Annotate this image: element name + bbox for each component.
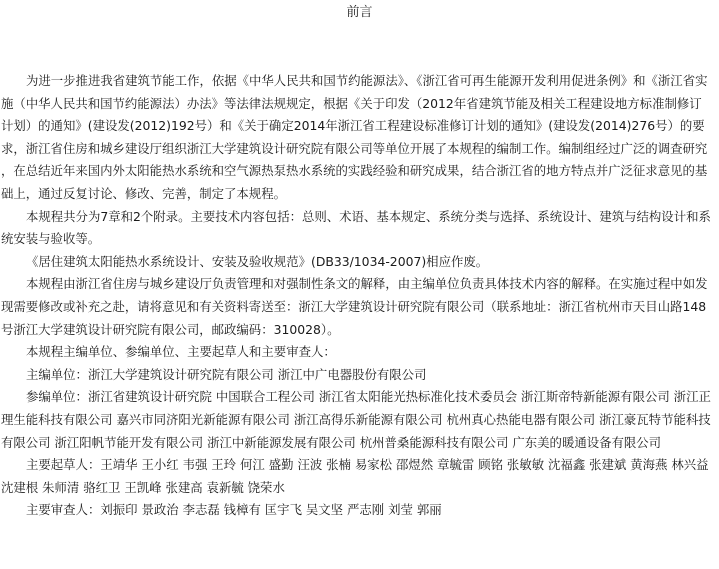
paragraph-participating-units: 参编单位：浙江省建筑设计研究院 中国联合工程公司 浙江省太阳能光热标准化技术委员会 浙江斯帝特新能源有限公司 浙江正理生能科技有限公司 嘉兴市同济阳光新能源有限公司 浙江高得乐新能源有限公司 杭州真心热能电器有限公司 浙江豪瓦特节能科技有限公司 浙江阳帆节能开发有限公司 浙江中新能源发展有限公司 杭州普桑能源科技有限公司 广东美的暖通设备有限公司: [1, 389, 711, 450]
page-title: 前言: [346, 5, 373, 20]
paragraph-drafters: 主要起草人：王靖华 王小红 韦强 王玲 何江 盛勤 汪波 张楠 易家松 邵煜然 章毓雷 顾铭 张敏敏 沈福鑫 张建斌 黄海燕 林兴益 沈建根 朱师清 骆红卫 王凯峰 张建高 袁新毓 饶荣水: [1, 457, 709, 495]
paragraph-basis: 为进一步推进我省建筑节能工作，依据《中华人民共和国节约能源法》、《浙江省可再生能源开发利用促进条例》和《浙江省实施（中华人民共和国节约能源法）办法》等法律法规规定，根据《关于印发（2012年省建筑节能及相关工程建设地方标准制修订计划）的通知》(建设发(2012)192号）和《关于确定2014年浙江省工程建设标准修订计划的通知》(建设发(2014)276号）的要求，浙江省住房和城乡建设厅组织浙江大学建筑设计研究院有限公司等单位开展了本规程的编制工作。编制组经过广泛的调查研究，在总结近年来国内外太阳能热水系统和空气源热泵热水系统的实践经验和研究成果，结合浙江省的地方特点并广泛征求意见的基础上，通过反复讨论、修改、完善，制定了本规程。: [1, 73, 708, 201]
paragraph-reviewers: 主要审查人：刘振印 景政治 李志磊 钱樟有 匡宇飞 吴文坚 严志刚 刘莹 郭丽: [26, 502, 442, 518]
paragraph-contents: 本规程共分为7章和2个附录。主要技术内容包括：总则、术语、基本规定、系统分类与选择、系统设计、建筑与结构设计和系统安装与验收等。: [1, 208, 711, 247]
paragraph-participants-intro: 本规程主编单位、参编单位、主要起草人和主要审查人：: [26, 344, 336, 360]
paragraph-superseded: 《居住建筑太阳能热水系统设计、安装及验收规范》(DB33/1034-2007)相应作废。: [26, 253, 489, 269]
document-body: [1, 70, 711, 522]
paragraph-management: 本规程由浙江省住房与城乡建设厅负责管理和对强制性条文的解释，由主编单位负责具体技术内容的解释。在实施过程中如发现需要修改或补充之赴，请将意见和有关资料寄送至：浙江大学建筑设计研究院有限公司（联系地址：浙江省杭州市天目山路148号浙江大学建筑设计研究院有限公司，邮政编码：310028）。: [1, 276, 708, 337]
paragraph-chief-units: 主编单位：浙江大学建筑设计研究院有限公司 浙江中广电器股份有限公司: [26, 366, 427, 382]
